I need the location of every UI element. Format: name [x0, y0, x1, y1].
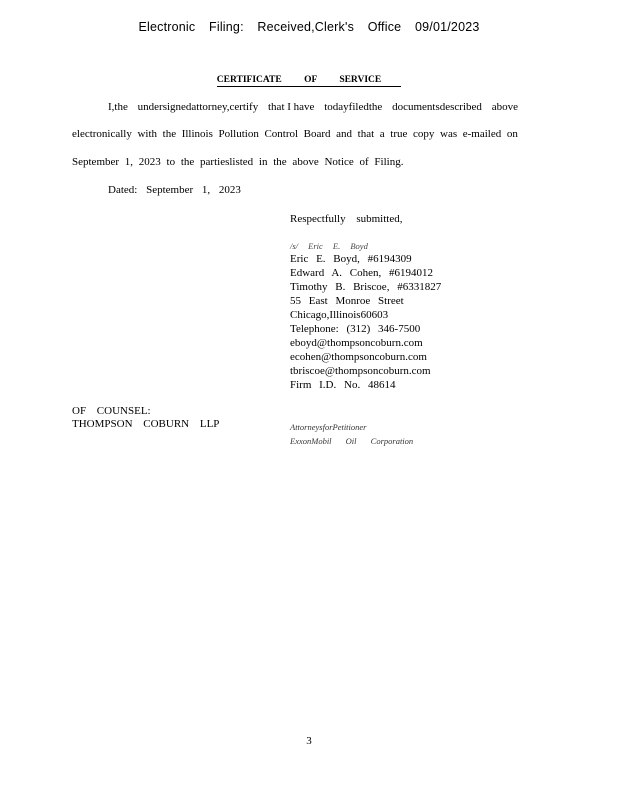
certificate-title: [0, 75, 618, 85]
telephone: Telephone: (312) 346-7500: [290, 323, 421, 335]
body-word: was: [440, 128, 458, 140]
email-ecohen: ecohen@thompsoncoburn.com: [290, 351, 427, 363]
body-word: documentsdescribed: [392, 101, 482, 113]
body-word: above: [491, 101, 518, 113]
address-city: Chicago,Illinois60603: [290, 309, 389, 321]
signature-line: Edward A. Cohen, #6194012: [290, 267, 434, 279]
body-word: undersignedattorney,certify: [137, 101, 259, 113]
filing-stamp-header: Electronic Filing: Received,Clerk's Office 09/01/2023: [138, 20, 480, 34]
body-word: I,the: [108, 101, 128, 113]
signature-line: Timothy B. Briscoe, #6331827: [290, 281, 442, 293]
email-eboyd: eboyd@thompsoncoburn.com: [290, 337, 423, 349]
firm-id: Firm I.D. No. 48614: [290, 379, 396, 391]
attorneys-for-label: AttorneysforPetitioner: [290, 422, 367, 432]
body-word: Board: [303, 128, 331, 140]
body-word: Pollution: [218, 128, 259, 140]
certificate-title-text: CERTIFICATE OF SERVICE: [217, 75, 401, 87]
law-firm-name: THOMPSON COBURN LLP: [72, 418, 220, 430]
body-word: true: [390, 128, 408, 140]
body-word: on: [506, 128, 518, 140]
body-word: that I have: [268, 101, 315, 113]
email-tbriscoe: tbriscoe@thompsoncoburn.com: [290, 365, 431, 377]
address-street: 55 East Monroe Street: [290, 295, 404, 307]
of-counsel-block: [72, 405, 219, 431]
body-word: electronically: [72, 128, 132, 140]
signature-line: Eric E. Boyd, #6194309: [290, 253, 412, 265]
signature-block: [290, 252, 441, 392]
body-word: a: [379, 128, 385, 140]
page-number: 3: [306, 735, 312, 747]
client-name: ExxonMobil Oil Corporation: [290, 436, 414, 446]
body-word: todayfiledthe: [324, 101, 383, 113]
closing-text: Respectfully submitted,: [290, 213, 403, 225]
body-word: Control: [264, 128, 299, 140]
body-word: with: [137, 128, 158, 140]
body-word: the: [162, 128, 177, 140]
body-line-1: [72, 101, 518, 113]
body-line-2: [72, 128, 518, 140]
body-word: copy: [413, 128, 435, 140]
body-word: and: [336, 128, 353, 140]
electronic-signature: /s/ Eric E. Boyd: [290, 241, 368, 251]
attorneys-for-block: [290, 420, 413, 448]
of-counsel-label: OF COUNSEL:: [72, 405, 151, 417]
body-word: that: [357, 128, 375, 140]
body-line-3: September 1, 2023 to the partieslisted in the above Notice of Filing.: [72, 156, 404, 168]
body-word: Illinois: [181, 128, 213, 140]
body-word: e-mailed: [462, 128, 502, 140]
dated-line: Dated: September 1, 2023: [108, 184, 241, 196]
